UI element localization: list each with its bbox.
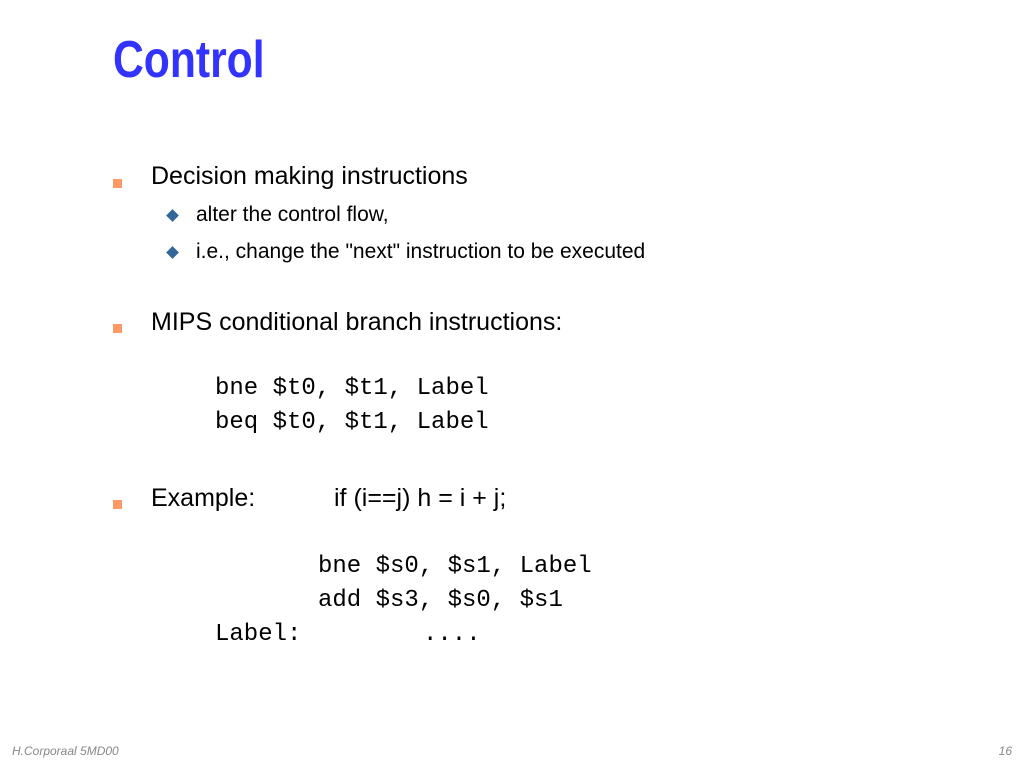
- footer-author: H.Corporaal 5MD00: [12, 744, 119, 758]
- diamond-bullet-icon: [166, 246, 179, 259]
- code-line: beq $t0, $t1, Label: [215, 409, 489, 436]
- bullet-text: MIPS conditional branch instructions:: [151, 308, 563, 336]
- square-bullet-icon: [113, 500, 122, 509]
- code-label: Label:: [215, 621, 302, 648]
- sub-bullet-text: alter the control flow,: [196, 203, 389, 226]
- bullet-text: Decision making instructions: [151, 162, 468, 190]
- code-line: add $s3, $s0, $s1: [318, 587, 563, 614]
- square-bullet-icon: [113, 179, 122, 188]
- code-line: bne $t0, $t1, Label: [215, 375, 489, 402]
- page-number: 16: [998, 744, 1012, 758]
- diamond-bullet-icon: [166, 209, 179, 222]
- code-line: bne $s0, $s1, Label: [318, 553, 592, 580]
- slide-title: Control: [113, 31, 265, 89]
- square-bullet-icon: [113, 324, 122, 333]
- code-line: ....: [423, 621, 481, 648]
- sub-bullet-text: i.e., change the "next" instruction to be executed: [196, 240, 646, 263]
- example-statement: if (i==j) h = i + j;: [334, 484, 507, 512]
- bullet-text: Example:: [151, 484, 256, 512]
